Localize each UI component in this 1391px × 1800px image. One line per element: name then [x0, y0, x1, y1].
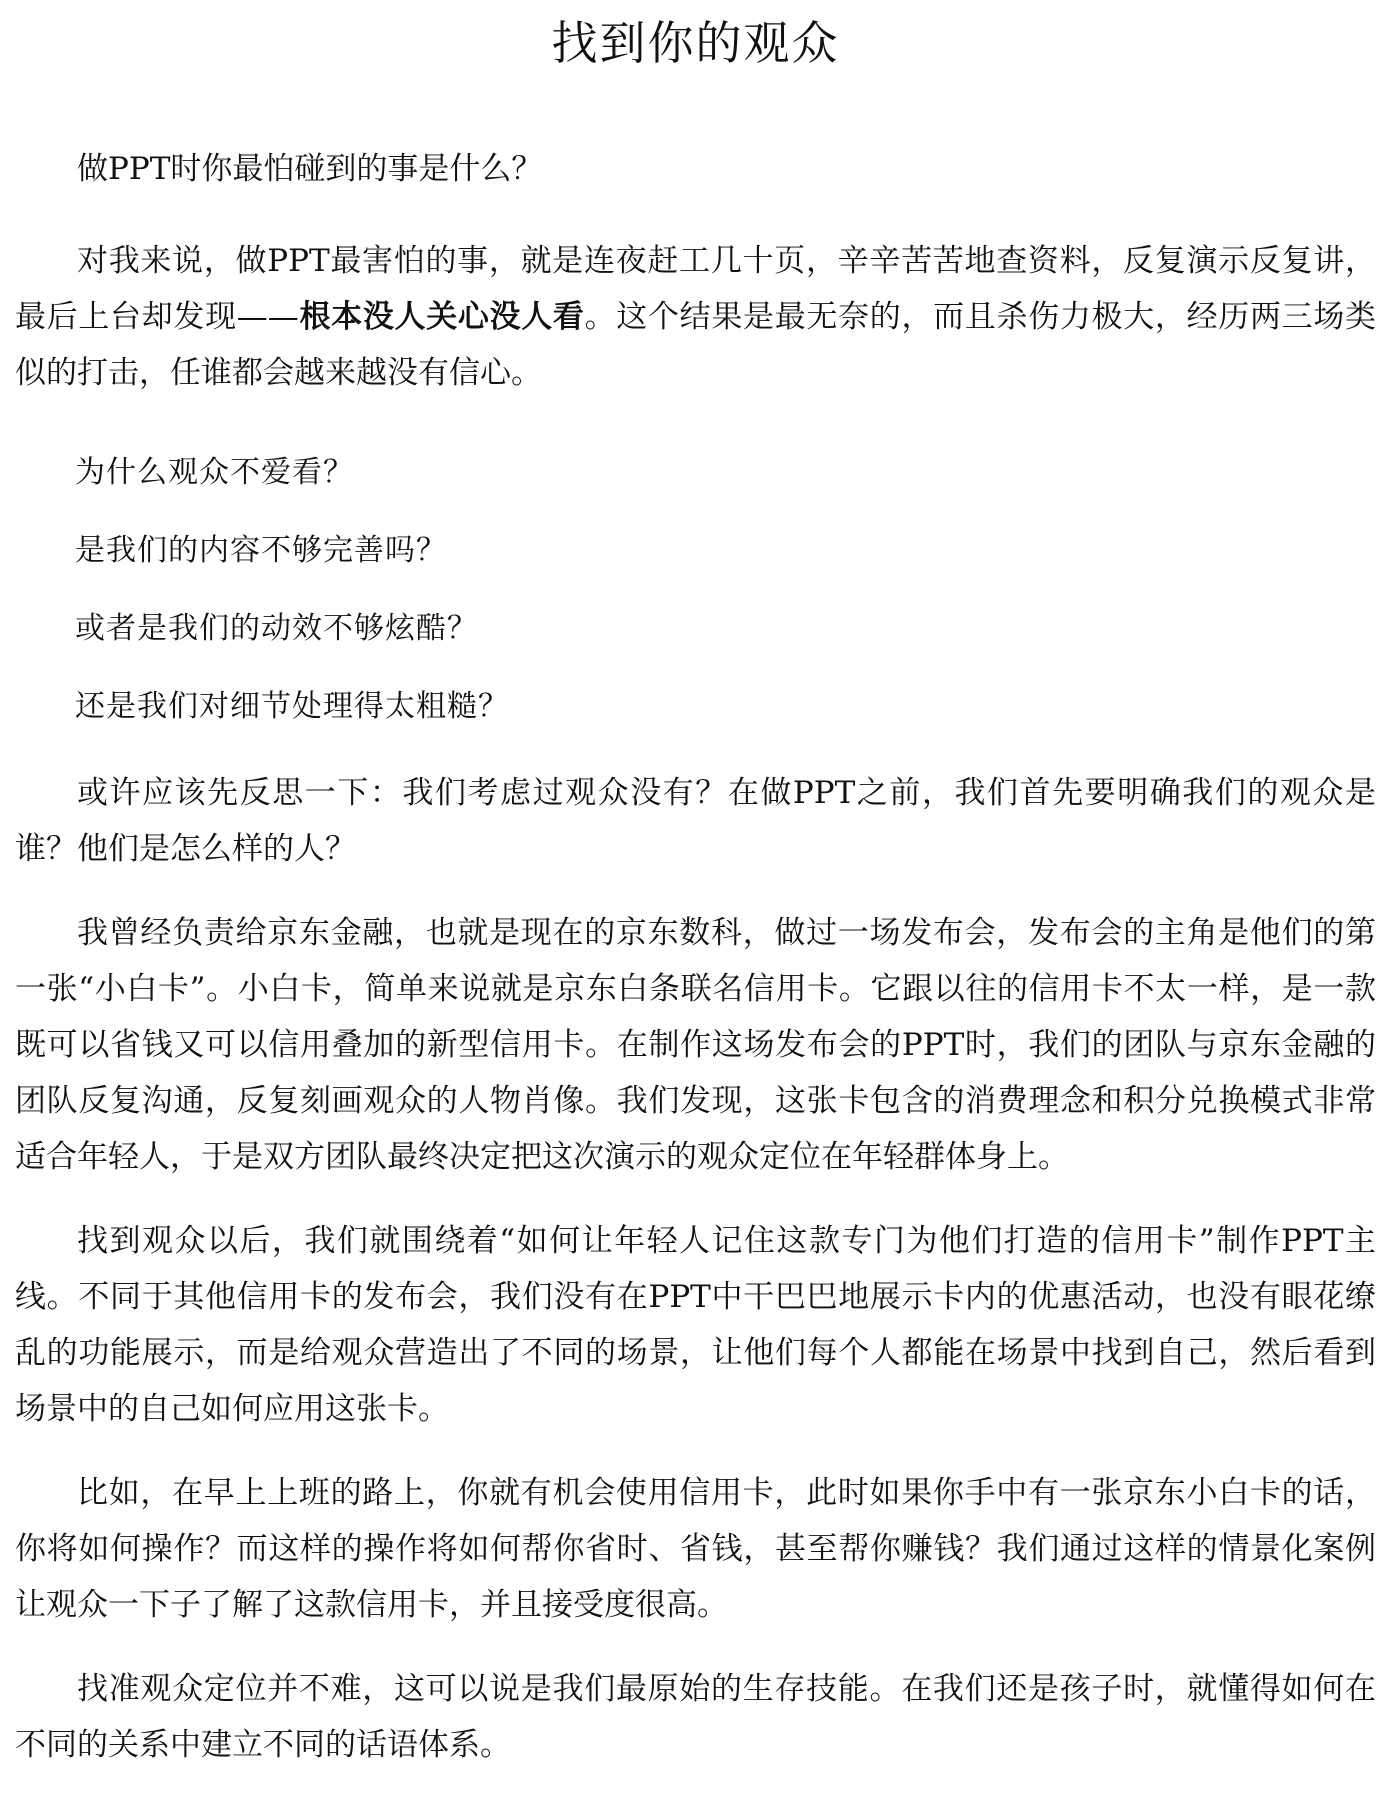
emphasized-phrase: 根本没人关心没人看: [298, 299, 585, 336]
paragraph-main-line: 找到观众以后，我们就围绕着“如何让年轻人记住这款专门为他们打造的信用卡”制作PPT主线。不同于其他信用卡的发布会，我们没有在PPT中干巴巴地展示卡内的优惠活动，也没有眼花缭乱的功能展示，而是给观众营造出了不同的场景，让他们每个人都能在场景中找到自己，然后看到场景中的自己如何应用这张卡。: [15, 1223, 1376, 1428]
paragraph-conclusion: 找准观众定位并不难，这可以说是我们最原始的生存技能。在我们还是孩子时，就懂得如何在不同的关系中建立不同的话语体系。: [15, 1671, 1376, 1764]
page-title: 找到你的观众: [551, 16, 840, 70]
paragraph-fear-text-b: 。这个结果是最无奈的，而且杀伤力极大，经历两三场类似的打击，任谁都会越来越没有信心。: [15, 299, 1377, 392]
question-line-2: 是我们的内容不够完善吗？: [75, 533, 447, 569]
paragraph-fear-text-a: 对我来说，做PPT最害怕的事，就是连夜赶工几十页，辛辛苦苦地查资料，反复演示反复讲，最后上台却发现——: [15, 243, 1376, 336]
question-line-1: 为什么观众不爱看？: [75, 455, 354, 491]
question-line-4: 还是我们对细节处理得太粗糙？: [75, 689, 509, 725]
paragraph-reflect: 或许应该先反思一下：我们考虑过观众没有？在做PPT之前，我们首先要明确我们的观众是谁？他们是怎么样的人？: [15, 775, 1376, 868]
paragraph-example: 比如，在早上上班的路上，你就有机会使用信用卡，此时如果你手中有一张京东小白卡的话，你将如何操作？而这样的操作将如何帮你省时、省钱，甚至帮你赚钱？我们通过这样的情景化案例让观众一下子了解了这款信用卡，并且接受度很高。: [15, 1475, 1376, 1624]
paragraph-fear: [15, 233, 1376, 401]
question-line-3: 或者是我们的动效不够炫酷？: [75, 611, 478, 647]
paragraph-jd-launch: 我曾经负责给京东金融，也就是现在的京东数科，做过一场发布会，发布会的主角是他们的第一张“小白卡”。小白卡，简单来说就是京东白条联名信用卡。它跟以往的信用卡不太一样，是一款既可以省钱又可以信用叠加的新型信用卡。在制作这场发布会的PPT时，我们的团队与京东金融的团队反复沟通，反复刻画观众的人物肖像。我们发现，这张卡包含的消费理念和积分兑换模式非常适合年轻人，于是双方团队最终决定把这次演示的观众定位在年轻群体身上。: [15, 915, 1376, 1176]
paragraph-intro-question: 做PPT时你最怕碰到的事是什么？: [77, 151, 543, 188]
